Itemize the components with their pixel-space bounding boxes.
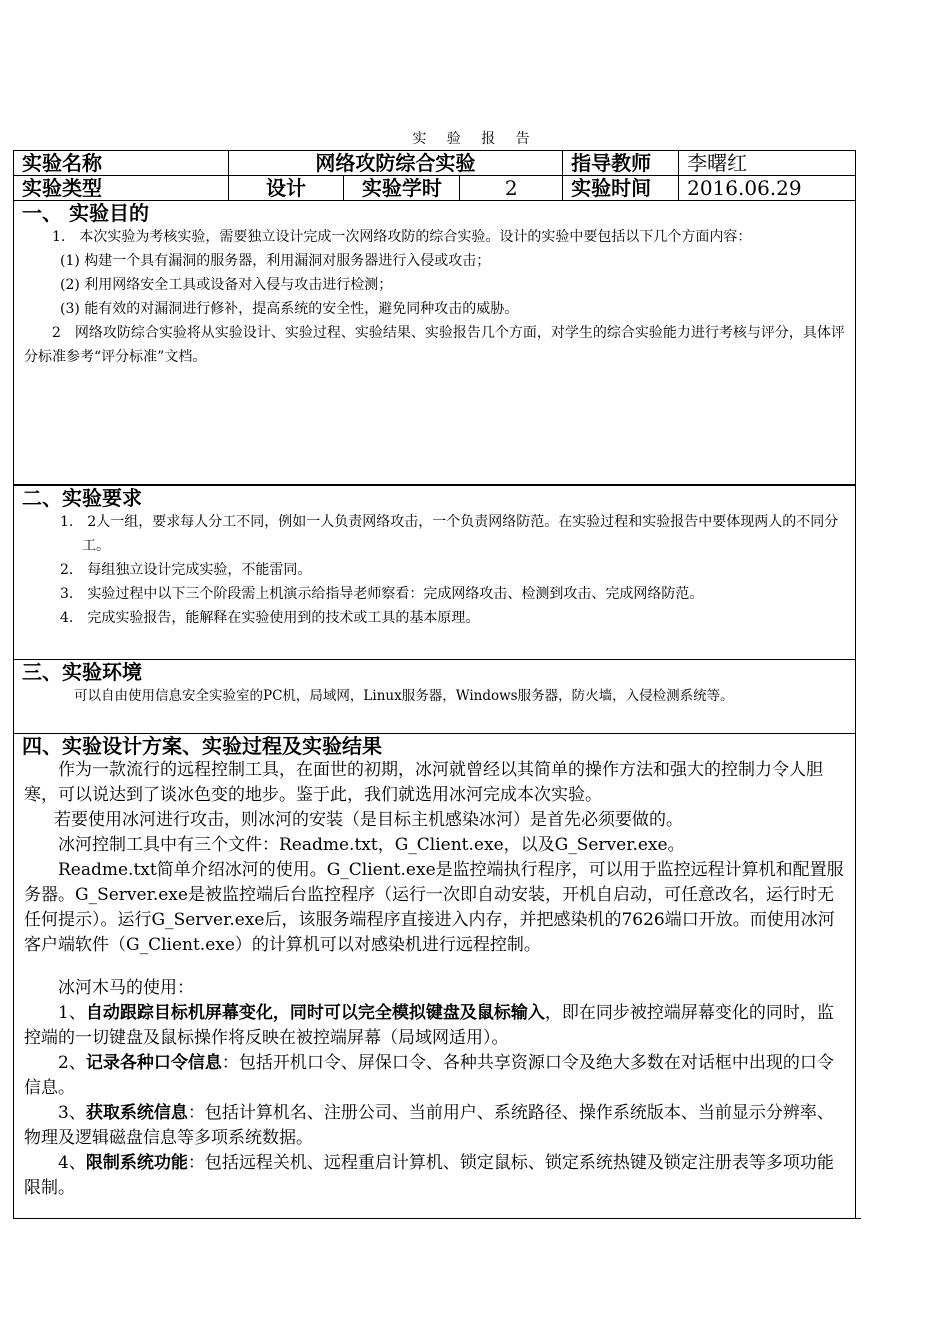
experiment-hours-label: 实验学时 [344, 176, 460, 201]
purpose-item-3: (3) 能有效的对漏洞进行修补，提高系统的安全性，避免同种攻击的威胁。 [60, 301, 519, 317]
feature-3-title: 获取系统信息 [85, 1103, 188, 1123]
design-paragraph-1: 作为一款流行的远程控制工具，在面世的初期，冰河就曾经以其简单的操作方法和强大的控制力令人胆寒，可以说达到了谈冰色变的地步。鉴于此，我们就选用冰河完成本次实验。 [24, 760, 823, 805]
teacher-label: 指导教师 [563, 151, 679, 176]
feature-2-number: 2、 [58, 1053, 86, 1073]
section-design-heading: 四、实验设计方案、实验过程及实验结果 [22, 734, 382, 758]
table-edge-mark [855, 1218, 861, 1219]
section-purpose [13, 201, 856, 485]
feature-4 [24, 1151, 845, 1201]
experiment-time-value: 2016.06.29 [679, 176, 856, 201]
feature-3-number: 3、 [58, 1103, 86, 1123]
requirement-item-2: 2. 每组独立设计完成实验，不能雷同。 [60, 562, 312, 578]
feature-1-text: ，即在同步被控端屏幕变化的同时，监控端的一切键盘及鼠标操作将反映在被控端屏幕（局域网适用）。 [24, 1003, 834, 1048]
feature-2 [24, 1051, 845, 1101]
design-paragraph-3: 冰河控制工具中有三个文件：Readme.txt，G_Client.exe，以及G_Server.exe。 [58, 835, 685, 855]
purpose-item-2: (2) 利用网络安全工具或设备对入侵与攻击进行检测； [60, 277, 393, 293]
feature-2-title: 记录各种口令信息 [85, 1053, 222, 1073]
feature-3-text: ：包括计算机名、注册公司、当前用户、系统路径、操作系统版本、当前显示分辨率、物理及逻辑磁盘信息等多项系统数据。 [24, 1103, 834, 1148]
info-row-type [14, 176, 856, 201]
purpose-paragraph-1: 1. 本次实验为考核实验，需要独立设计完成一次网络攻防的综合实验。设计的实验中要包括以下几个方面内容： [52, 229, 752, 245]
feature-4-title: 限制系统功能 [85, 1153, 188, 1173]
design-paragraph-5: 冰河木马的使用： [58, 978, 194, 998]
feature-4-number: 4、 [58, 1153, 86, 1173]
purpose-paragraph-2: 2 网络攻防综合实验将从实验设计、实验过程、实验结果、实验报告几个方面，对学生的综合实验能力进行考核与评分，具体评分标准参考“评分标准”文档。 [24, 325, 845, 365]
feature-4-text: ：包括远程关机、远程重启计算机、锁定鼠标、锁定系统热键及锁定注册表等多项功能限制。 [24, 1153, 834, 1198]
environment-text: 可以自由使用信息安全实验室的PC机，局域网，Linux服务器，Windows服务器，防火墙，入侵检测系统等。 [74, 688, 734, 704]
experiment-info-table [13, 150, 856, 201]
teacher-value: 李曙红 [679, 151, 856, 176]
info-row-name [14, 151, 856, 176]
report-title: 实 验 报 告 [412, 131, 538, 147]
feature-1-title: 自动跟踪目标机屏幕变化，同时可以完全模拟键盘及鼠标输入 [85, 1003, 545, 1023]
experiment-time-label: 实验时间 [563, 176, 679, 201]
section-environment-heading: 三、实验环境 [22, 660, 142, 684]
requirement-item-4: 4. 完成实验报告，能解释在实验使用到的技术或工具的基本原理。 [60, 610, 480, 626]
feature-3 [24, 1101, 845, 1151]
section-requirements [13, 485, 856, 660]
feature-1 [24, 1001, 845, 1051]
design-paragraph-2: 若要使用冰河进行攻击，则冰河的安装（是目标主机感染冰河）是首先必须要做的。 [54, 810, 683, 830]
purpose-item-1: (1) 构建一个具有漏洞的服务器，利用漏洞对服务器进行入侵或攻击； [60, 253, 491, 269]
feature-1-number: 1、 [58, 1003, 86, 1023]
section-requirements-heading: 二、实验要求 [22, 486, 142, 510]
design-paragraph-4: Readme.txt简单介绍冰河的使用。G_Client.exe是监控端执行程序，可以用于监控远程计算机和配置服务器。G_Server.exe是被监控端后台监控程序（运行一次即自动安装，开机自启动，可任意改名，运行时无任何提示）。运行G_Server.exe后，该服务端程序直接进入内存，并把感染机的7626端口开放。而使用冰河客户端软件（G_Client.exe）的计算机可以对感染机进行远程控制。 [24, 860, 844, 955]
section-purpose-heading: 一、 实验目的 [22, 201, 149, 225]
requirement-item-1: 1. 2人一组，要求每人分工不同，例如一人负责网络攻击，一个负责网络防范。在实验过程和实验报告中要体现两人的不同分工。 [60, 514, 839, 554]
experiment-name-label: 实验名称 [14, 151, 229, 176]
section-design [13, 734, 856, 1219]
requirement-item-3: 3. 实验过程中以下三个阶段需上机演示给指导老师察看：完成网络攻击、检测到攻击、完成网络防范。 [60, 586, 704, 602]
experiment-type-label: 实验类型 [14, 176, 229, 201]
section-environment [13, 660, 856, 734]
experiment-name-value: 网络攻防综合实验 [228, 151, 563, 176]
experiment-hours-value: 2 [460, 176, 563, 201]
experiment-type-value: 设计 [228, 176, 344, 201]
feature-2-text: ：包括开机口令、屏保口令、各种共享资源口令及绝大多数在对话框中出现的口令信息。 [24, 1053, 834, 1098]
